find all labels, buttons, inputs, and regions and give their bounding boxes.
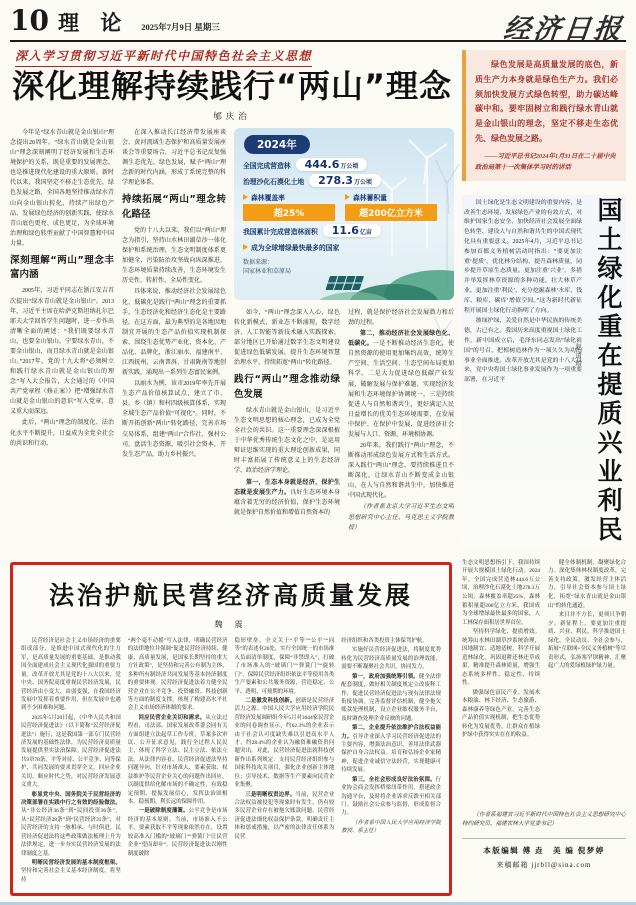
- paragraph: [21, 637, 121, 713]
- paragraph: [122, 128, 226, 188]
- paragraph: [462, 628, 540, 688]
- paragraph-text: 公平竞争是市场经济的基本原则。当前，市场准入不公平、要素获取不平等现象依然存在，设置较高准入门槛的“玻璃门”“弹簧门”让民营企业“望而却步”。民营经济促进法以刚性制度破除: [127, 808, 228, 857]
- right-lower-column-b: [548, 559, 626, 807]
- bottom-author: 魏 震: [214, 620, 248, 629]
- paragraph: [234, 406, 340, 477]
- bottom-headline: 法治护航民营经济高质量发展: [48, 581, 413, 610]
- paragraph: [341, 673, 441, 724]
- paragraph: [348, 441, 454, 501]
- main-column-2: [122, 128, 226, 558]
- paragraph: [128, 714, 228, 807]
- quote-box: [462, 50, 626, 181]
- paragraph-lead: 彰显党中央、国务院关于民营经济的决策部署在实践中行之有效的经验做法。: [21, 791, 121, 807]
- paragraph-text: 国土绿化是生态文明建设的重要内容，是改善生态环境、发展绿色产业的有效方式，对维护国家生态安全、加快经济社会发展全面绿色转型、建设人与自然和谐共生的中国式现代化具有重要意义。2025年4月，习近平总书记参加首都义务植树活动时指出：“要更加注重‘提质’，优化林分结构，提升森林质量，同步提升草原生态质量。更加注重‘兴业’，多措并举发挥林草资源的多种功能，壮大林草产业。更加注重‘利民’，充分挖掘森林‘水库、钱库、粮库、碳库’增值空间。”这为新时代新征程开展国土绿化行动指明了方向。: [464, 199, 582, 314]
- paragraph: [548, 611, 626, 671]
- paragraph: [10, 128, 114, 249]
- bottom-column-4: [341, 637, 441, 887]
- paragraph-text: 良好生态环境本身蕴含着无穷的经济价值，保护生态环境就是保护自然价值和增值自然资本的: [234, 489, 340, 516]
- paragraph: [235, 637, 335, 696]
- paragraph: [548, 559, 626, 610]
- paragraph-text: 以丽水为例，该市2019年率先开展生态产品价值核算试点，建立了市、县、乡（镇）和村四级核算体系，实现全域生态产品价值“可视化”。同时，不断开拓创新“两山”转化路径，完善市场交易体系，组建“两山”合作社、强村公司，盘活生态资源，吸引社会资本，开发生态产品，助力乡村振兴。: [122, 381, 226, 458]
- main-subcolumns: [234, 308, 454, 558]
- paragraph-text: 2005年，习近平同志在浙江安吉首次提出“绿水青山就是金山银山”。2013年，习近平主席在哈萨克斯坦纳扎尔巴耶夫大学回答学生问题时，进一步作出清晰全面的阐述：“我们既要绿水青山，也要金山银山。宁要绿水青山，不要金山银山，而且绿水青山就是金山银山。”2017年，党的十九大将“必须树立和践行绿水青山就是金山银山的理念”写入大会报告，大会通过的《中国共产党章程（修正案）》把“增强绿水青山就是金山银山的意识”写入党章，意义重大而深远。: [10, 288, 114, 416]
- paragraph: [341, 646, 441, 671]
- author-note: （作者系中国人民大学应用经济学院教授、系主任）: [341, 819, 441, 835]
- paragraph-lead: 明晰民营经济发展的基本制度框架。: [31, 859, 121, 866]
- bottom-column-3: [235, 637, 335, 887]
- paragraph-text: 披绿护绿、关爱自然是中华民族的传统美德，古已有之。我国历来高度重视国土绿化工作，新中国成立后，毛泽东同志发出“绿化祖国”的号召，把植树造林作为一项久久为功的事业全面推进。改革开放尤其是党的十八大以来，党中央将国土绿化事业发展作为一项重要部署，在习近平: [464, 318, 582, 384]
- stat-value: 278.3: [318, 174, 353, 187]
- right-column-region: [462, 50, 626, 902]
- paragraph-text: 党的十八大以来，我们以“两山”理念为指引，坚持山水林田湖草沙一体化保护和系统治理，生态文明制度体系更加健全，污染防治攻坚战向纵深推进，生态环境质量持续改善，生态环境发生历史性、转折性、全局性变化。: [122, 227, 226, 285]
- paragraph-text: 实施好民营经济促进法，将制度优势转化为民营经济高质量发展的治理效能，需要不断凝聚社会共识，协同发力。: [341, 647, 441, 671]
- paragraph: [341, 776, 441, 818]
- paragraph: [10, 418, 114, 448]
- triangle-bullet-icon: [345, 194, 350, 200]
- subhead-2: 持续拓展“两山”理念转化路径: [122, 194, 226, 220]
- paragraph-lead: 第三，全社会形成良好法治氛围。: [352, 776, 436, 783]
- paragraph-lead: 第一，政府加强统筹引领。: [352, 673, 419, 680]
- paragraph-text: 隐形壁垒，全文关于“平等”“公平”“同等”的表述有26处，实行全国统一的市场准入负面清单制度，保障“非禁即入”，打破了市场准入的“玻璃门”“弹簧门”“旋转门”，保障民营经济组织依法平等使用各类生产要素和公共服务资源，营造稳定、公平、透明、可预期的环境。: [234, 638, 335, 695]
- forestry-infographic: [234, 128, 454, 300]
- page-number: 10: [10, 4, 49, 37]
- paragraph-lead: 回应民营企业关切和需求。: [138, 714, 206, 721]
- right-article-intro: [464, 199, 582, 543]
- paragraph: [462, 559, 540, 627]
- paragraph-lead: 第二，企业提升依法维护合法权益能力。: [341, 725, 441, 740]
- stat-cell-stock: [345, 192, 437, 221]
- highlight-row: [243, 242, 446, 252]
- paragraph-lead: 第一，生态本身就是经济，保护生态就是发展生产力。: [234, 478, 340, 496]
- main-article-columns: [10, 128, 454, 558]
- paragraph: [10, 286, 114, 417]
- main-headline: 深化理解持续践行“两山”理念: [11, 67, 453, 105]
- main-column-1: [10, 128, 114, 558]
- right-author-note: （作者系福建省习近平新时代中国特色社会主义思想研究中心特约研究员、福建农林大学党委书记）: [462, 811, 626, 828]
- stat-label: 治理沙化石漠化土地: [243, 177, 305, 186]
- paragraph: [234, 478, 340, 518]
- paragraph-text: 具体来说，推动经济社会发展绿色化、低碳化是践行“两山”理念的重要抓手，生态经济化和经济生态化是主要路径。在这方面，最为典型的是各地因地制宜开展的生态产品价值实现机制探索，围绕生态优势产业化、资本化、产品化、品牌化，浙江丽水、福建南平、江西抚州、云南普洱、甘肃陇南等地创新实践，涌现出一系列生态富民案例。: [122, 289, 226, 377]
- right-lower-column-a: [462, 559, 540, 807]
- stat-label-row: [345, 192, 437, 202]
- series-banner: 深入学习贯彻习近平新时代中国特色社会主义思想: [15, 47, 312, 67]
- infographic-rows: [243, 158, 446, 276]
- stat-row-cumulative: [243, 224, 446, 237]
- paragraph-lead: 一是破除制度藩篱。: [138, 808, 189, 815]
- paragraph-text: 此后，“两山”理念的制度化、法治化水平不断提升，日益成为全党全社会的共识和行动。: [10, 420, 114, 447]
- paragraph-text: 当前，民营企业合法权益被侵犯等现象时有发生，仍有较多民营企业存在被拖欠账款问题。民营经济促进法细化权益保护条款，明确责任主体和惩戒措施，以严密的法律责任体系为民营: [234, 791, 335, 840]
- stat-value: 11.6: [331, 224, 359, 237]
- stat-orange-value: 超25%: [243, 204, 335, 221]
- main-author: 郇庆治: [213, 111, 251, 121]
- paragraph: [21, 791, 121, 858]
- paragraph: [128, 637, 228, 713]
- main-column-3: [234, 308, 340, 558]
- paragraph-text: 今年是“绿水青山就是金山银山”理念提出20周年。“绿水青山就是金山银山”理念深刻阐明了经济发展和生态环境保护的关系，既是重要的发展理念，也是推进现代化建设的重大原则。新时代以来，我国坚定不移走生态优先、绿色发展之路，全国各地坚持推动绿水青山向金山银山转化，持续产出绿色产品、发展绿色经济的创新实践，使绿水青山底色更亮、成色更足，为全球环境治理和绿色转型贡献了中国智慧和中国力量。: [10, 130, 114, 247]
- editor-credit: 本版编辑 傅 垚 美 编 倪梦婷: [483, 846, 605, 856]
- paragraph-text: 绿水青山就是金山银山，是习近平生态文明思想的核心理念，已成为全党全社会的共识。这一重要理念深深根植于中华优秀传统生态文化之中，是运用辩证思维实现的重大理论创新成果，同时丰富拓展了传统意义上的生态经济学、政治经济学理论。: [234, 407, 340, 475]
- triangle-bullet-icon: [243, 244, 248, 250]
- paragraph-text: 一是不断推动经济生态化，使自然资源的使用更加集约高效，统筹生产空间、生活空间、生态空间布局更加科学。二是大力促进绿色低碳产业发展，破解发展与保护难题，实现经济发展和生态环境保护协调统一。三是持续促进人与自然和谐共生，更好满足人民日益增长的优美生态环境需要，在发展中保护、在保护中发展，促进经济社会发展与人口、资源、环境相协调。: [348, 341, 454, 438]
- paragraph-text: 坚持和完善社会主义基本经济制度，将坚持: [21, 868, 121, 883]
- stat-pill: [309, 174, 381, 187]
- quote-accent-bar: [462, 50, 466, 181]
- right-article-vertical-title: 国土绿化重在提质兴业利民: [594, 196, 623, 545]
- right-article-lower: [462, 559, 626, 807]
- bottom-column-2: [128, 637, 228, 887]
- triangle-bullet-icon: [243, 194, 248, 200]
- paragraph: [122, 379, 226, 460]
- paragraph: [122, 226, 226, 286]
- paragraph: [234, 308, 340, 368]
- stat-row-afforestation: [243, 158, 446, 171]
- paragraph: [235, 697, 335, 790]
- section-title: 理 论: [57, 10, 129, 35]
- paragraph-text: 过程，就是保护经济社会发展潜力和后劲的过程。: [348, 310, 454, 327]
- stat-cell-coverage: [243, 192, 335, 221]
- header-rule: [10, 40, 626, 42]
- solar-panel-icon: [325, 276, 364, 290]
- paragraph-text: 经济组织和各类投资主体保驾护航。: [341, 638, 428, 644]
- stat-label: 森林覆盖率: [251, 194, 285, 202]
- stat-pill: [323, 224, 381, 237]
- paragraph-text: 从立法过程看，司法部、国家发展改革委会同有关方面组建立法起草工作专班，草案多次审议、公开征求意见，践行全过程人民民主，体现了科学立法、民主立法、依法立法。从法律内容看，民营经济促进法坚持问题导向，针对市场准入、要素获取、权益维护等民营企业关心的问题作出回应，以制度供给化解市场的不确定性，有效稳定预期、提振发展信心，发挥法治固根本、稳预期、利长远的保障作用。: [127, 714, 228, 806]
- paragraph-text: 如今，“两山”理念深入人心，绿色转化新模式、新业态不断涌现，数字经济、人工智能等新技术融入实践探索，部分地区已开始通过数字生态文明建设促进绿色低碳发展，提升生态环境智慧治理水平，持续拓宽“两山”转化路径。: [234, 310, 340, 367]
- masthead-logo: 经济日报: [502, 14, 626, 45]
- issue-date: 2025年7月9日 星期三: [141, 22, 220, 32]
- stat-unit: 万公顷: [340, 163, 359, 170]
- paragraph: [341, 724, 441, 775]
- main-right-half: [234, 128, 454, 558]
- source-label: 数据来源：: [243, 259, 274, 266]
- paragraph-text: 坚持科学绿化、提质增效。统筹山水林田湖草沙系统治理，因地制宜、适地适树，科学开展造林绿化，巩固退耕还林还草成果，精准提升森林质量，增强生态系统多样性、稳定性、持续性。: [462, 629, 540, 687]
- stat-label: 森林蓄积量: [353, 194, 387, 202]
- page-header: [10, 4, 626, 45]
- paragraph-lead: 二是激发科技创新。: [245, 697, 296, 704]
- highlight-text: 成为全球增绿最快最多的国家: [251, 244, 340, 252]
- paragraph-text: 来日并不方长，更须只争朝夕。新征程上，要更加注重提质、兴业、利民，科学推进国土绿化，全民动员、全社会参与，拓展“互联网+全民义务植树”等尽责形式，弘扬塞罕坝精神，汇聚起广大的爱绿植绿护绿力量。: [548, 612, 626, 670]
- stat-label: 我国累计完成营造林面积: [243, 227, 318, 236]
- paragraph-text: 民营经济是社会主义市场经济的重要组成部分，是推进中国式现代化的生力军，是高质量发展的重要基础，是推动我国全面建成社会主义现代化强国的重要力量。改革开放尤其是党的十八大以来，党中央、国务院高度重视民营经济发展，民营经济由小变大、由弱变强，在我国经济发展中发挥着重要作用，但在发展中也遇到不少困难和问题。: [21, 638, 121, 712]
- year-tag: 2024年: [244, 135, 310, 154]
- paragraph-text: 健全体制机制，凝聚绿化合力。深化集体林权制度改革，完善支持政策，激发经营主体活力，引导社会资本参与国土绿化，拓宽“绿水青山就是金山银山”的转化通道。: [548, 559, 626, 609]
- stat-unit: 亿亩: [359, 229, 372, 236]
- data-source: [243, 258, 323, 276]
- stat-label: 全国完成营造林: [243, 161, 291, 170]
- paragraph: [464, 317, 582, 386]
- paragraph-text: 创新是民营经济活力之源。中国人民大学应用经济学院民营经济发展调研组今年5月对3644家民营企业的问卷调查显示，约62.3%的企业表示由于社会认可度缺失难以引进高水平人才，约28.4%的企业认为融资难融资贵问题突出。对此，民营经济促进法就科技创新作出系列规定：支持民营经济组织参与国家科技攻关项目，强化企业创新主体地位；引导技术、数据等生产要素向民营企业集聚。: [234, 697, 335, 789]
- paragraph-text: “两个毫不动摇”写入法律，明确民营经济的法律地位并强调“促进民营经济持续、健康、高质量发展，是国家长期坚持的重大方针政策”，是坚持和完善公有制为主体、多种所有制经济共同发展等基本经济制度的重要体现。民营经济促进法着力健全民营企业在公平竞争、投资融资、科技创新等方面的制度支撑，体现了构建高水平社会主义市场经济体制的要求。: [127, 638, 228, 712]
- right-article-upper: [462, 195, 626, 547]
- paragraph: [128, 807, 228, 858]
- bottom-column-1: [21, 637, 121, 887]
- paragraph-text: 在深入推动长江经济带发展座谈会、黄河流域生态保护和高质量发展座谈会等重要场合，习近平总书记反复强调生态优先、绿色发展，赋予“两山”理念新的时代内涵，形成了系统完整的科学理论体系。: [122, 130, 226, 187]
- stat-value: 444.6: [304, 158, 340, 171]
- paragraph-lead: 三是明晰权责边界。: [245, 791, 296, 798]
- quote-attribution: ——习近平总书记2024年1月31日在二十届中央政治局第十一次集体学习时的讲话: [475, 152, 616, 172]
- paragraph-text: 生态文明思想指引下，我国持续开展大规模国土绿化行动。2024年，全国完成营造林444.6万公顷，治理沙化石漠化土地278.3万公顷，森林覆盖率超25%，森林蓄积量超200亿立方米，我国成为全球增绿最快最多的国家，人工林保存面积居世界首位。: [462, 559, 540, 626]
- paragraph-text: 健全法律配套制度，做好相关制度规定立改废释工作，促进民营经济促进法与现有法律法规衔接协调。完善监督评估机制，健全拖欠账款处理机制，设立企业维权服务平台，及时调查处理企业反映的问题。: [341, 673, 441, 722]
- paragraph-text: 做强绿色富民产业。发展木本粮油、林下经济、生态旅游、森林康养等绿色产业，完善生态产品价值实现机制，把生态优势转化为发展优势，让群众在植绿护绿中获得实实在在的收益。: [462, 689, 540, 739]
- source-name: 国家林业和草原局: [243, 268, 292, 275]
- submission-email: 来稿邮箱 jjrbll@sina.com: [496, 861, 592, 870]
- paragraph: [122, 287, 226, 378]
- page-footer: [462, 838, 626, 870]
- paragraph: [21, 714, 121, 790]
- stat-duo-row: [243, 192, 446, 221]
- bottom-article-box: [10, 562, 452, 896]
- author-note: （作者系北京大学习近平生态文明思想研究中心主任、马克思主义学院教授）: [348, 504, 454, 531]
- paragraph: [464, 199, 582, 317]
- paragraph-text: 20年来，我们践行“两山”理念，不断推动形成绿色发展方式和生活方式。深入践行“两山”理念，要持续推进且不断深化，让绿水青山不断变成金山银山，在人与自然和谐共生中，加快推进中国式现代化。: [348, 443, 454, 500]
- stat-unit: 万公顷: [353, 179, 372, 186]
- paragraph-lead: 第二，推动经济社会发展绿色化、低碳化。: [348, 330, 454, 348]
- paragraph-text: 引导企业深入学习民营经济促进法的主要内容，增强法治意识，善用法律武器保护自身合法权益。培育和弘扬企业家精神，促进企业诚信守法经营，实现健康可持续发展。: [341, 733, 441, 774]
- paragraph: [235, 791, 335, 842]
- quote-text: 绿色发展是高质量发展的底色，新质生产力本身就是绿色生产力。我们必须加快发展方式绿色转型，助力碳达峰碳中和。要牢固树立和践行绿水青山就是金山银山的理念，坚定不移走生态优先、绿色发展之路。: [475, 60, 618, 143]
- paragraph: [21, 859, 121, 884]
- stat-label-row: [243, 192, 335, 202]
- paragraph-text: 2025年5月20日起，《中华人民共和国民营经济促进法》（以下简称“民营经济促进法”）施行，这是我国第一部专门民营经济发展的基础性法律，为民营经济高质量发展提供坚实法治保障。民营经济促进法共9章78条，平等对待、公平竞争、同等保护、共同发展的要求贯穿全文，回应企业关切、顺应时代之势，对民营经济发展意义重大。: [21, 714, 121, 789]
- bottom-columns: [21, 637, 441, 887]
- right-article-author: 赵清培: [574, 342, 581, 369]
- paragraph-text: 行业协会商会发挥桥梁纽带作用，搭建政企沟通平台，及时将企业诉求反馈至相关部门。鼓励社会公众参与监督，形成监督合力。: [341, 776, 441, 817]
- stat-orange-value: 超200亿立方米: [345, 204, 437, 221]
- paragraph-text: 从“非公经济36条”到“民间投资36条”，从“民营经济28条”到“民营经济31条”，对民营经济的支持一脉相承、与时俱进。民营经济促进法将这些政策做法梳理上升为法律规定，进一步夯实民营经济发展的法律制度之基。: [21, 808, 121, 857]
- paragraph: [341, 637, 441, 645]
- stat-row-desertification: [243, 174, 446, 187]
- paragraph: [462, 689, 540, 740]
- stat-pill: [296, 158, 368, 171]
- subhead-1: 深刻理解“两山”理念丰富内涵: [10, 254, 114, 281]
- subhead-3: 践行“两山”理念推动绿色发展: [234, 374, 340, 400]
